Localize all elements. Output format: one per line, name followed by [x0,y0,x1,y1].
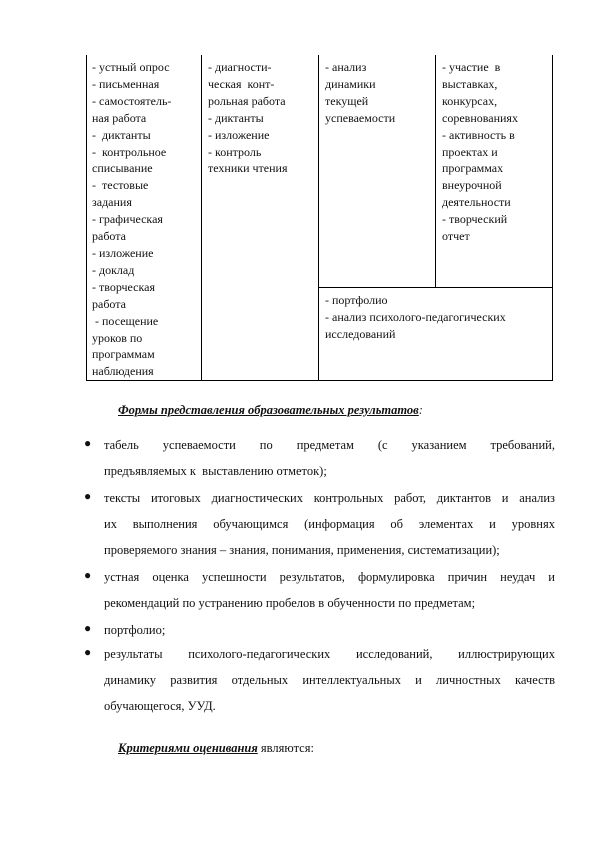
table-cell-line: проектах и [442,144,498,159]
list-item [104,617,555,643]
table-divider [201,55,202,381]
table-cell-line: рольная работа [208,93,286,108]
table-cell-line: отчет [442,229,470,244]
list-item-line: динамику развития отдельных интеллектуальных и личностных качеств [104,673,555,687]
table-cell-line: - диагности- [208,60,272,74]
table-cell-line: динамики [325,76,376,91]
table-cell-line: программах [442,161,504,176]
table-cell-line: работа [92,296,126,311]
table-cell-line: - изложение [208,127,270,142]
table-cell-line: ная работа [92,110,147,125]
list-item-line: результаты психолого-педагогических исследований, иллюстрирующих [104,647,555,661]
bullet-icon: ● [84,568,92,582]
bullet-icon: ● [84,621,92,635]
table-cell-col2 [208,59,287,177]
assessment-forms-table [86,55,553,381]
table-cell-line: наблюдения [92,364,154,379]
criteria-heading-text: Критериями оценивания [118,741,258,755]
table-cell-merged [325,292,506,343]
table-cell-line: - контроль [208,144,262,159]
table-cell-line: - анализ [325,60,367,74]
table-cell-line: программам [92,347,155,362]
list-item-line: портфолио; [104,623,166,637]
table-cell-col3 [325,59,395,127]
table-cell-line: - тестовые [92,178,149,193]
table-cell-line: - самостоятель- [92,93,172,108]
table-cell-line: - творческая [92,279,156,294]
table-cell-line: - творческий [442,212,508,227]
table-cell-line: - устный опрос [92,60,170,74]
table-cell-line: деятельности [442,195,511,210]
table-cell-line: - участие в [442,60,501,74]
forms-heading [118,403,423,418]
table-cell-col4 [442,59,518,245]
list-item-line: устная оценка успешности результатов, формулировка причин неудач и [104,570,555,584]
bullet-icon: ● [84,645,92,659]
table-cell-line: ческая конт- [208,76,275,91]
table-cell-line: техники чтения [208,161,288,176]
list-item-line: проверяемого знания – знания, понимания, применения, систематизации); [104,543,500,557]
forms-heading-tail: : [418,403,423,417]
list-item [104,432,555,484]
table-cell-line: успеваемости [325,110,396,125]
list-item-line: рекомендаций по устранению пробелов в обученности по предметам; [104,596,476,610]
table-cell-line: - доклад [92,262,135,277]
table-cell-line: задания [92,195,132,210]
table-cell-line: работа [92,229,126,244]
list-item-line: тексты итоговых диагностических контрольных работ, диктантов и анализ [104,491,555,505]
table-cell-line: - графическая [92,212,163,227]
table-cell-line: конкурсах, [442,93,498,108]
table-cell-col1 [92,59,171,380]
table-cell-line: соревнованиях [442,110,518,125]
table-cell-line: - письменная [92,76,160,91]
table-cell-line: - активность в [442,127,515,142]
table-cell-line: - посещение [92,313,159,328]
table-cell-line: - диктанты [92,127,151,142]
table-divider [318,287,553,288]
table-divider [435,55,436,287]
table-cell-line: - контрольное [92,144,167,159]
list-item-line: их выполнения обучающимся (информация об элементах и уровнях [104,517,555,531]
list-item-line: обучающегося, УУД. [104,699,216,713]
table-cell-line: списывание [92,161,153,176]
table-cell-line: исследований [325,326,396,341]
list-item-line: предъявляемых к выставлению отметок); [104,464,327,478]
bullet-icon: ● [84,489,92,503]
bullet-icon: ● [84,436,92,450]
list-item-line: табель успеваемости по предметам (с указанием требований, [104,438,555,452]
table-cell-line: текущей [325,93,369,108]
table-cell-line: уроков по [92,330,143,345]
table-divider [318,55,319,381]
table-cell-line: - изложение [92,245,154,260]
table-cell-line: выставках, [442,76,498,91]
list-item [104,641,555,719]
table-cell-line: - диктанты [208,110,264,125]
list-item [104,485,555,563]
criteria-heading-tail: являются: [257,741,314,755]
table-cell-line: внеурочной [442,178,502,193]
table-cell-line: - портфолио [325,293,388,307]
table-cell-line: - анализ психолого-педагогических [325,309,506,324]
forms-heading-text: Формы представления образовательных результатов [118,403,419,417]
list-item [104,564,555,616]
criteria-heading [118,741,314,756]
